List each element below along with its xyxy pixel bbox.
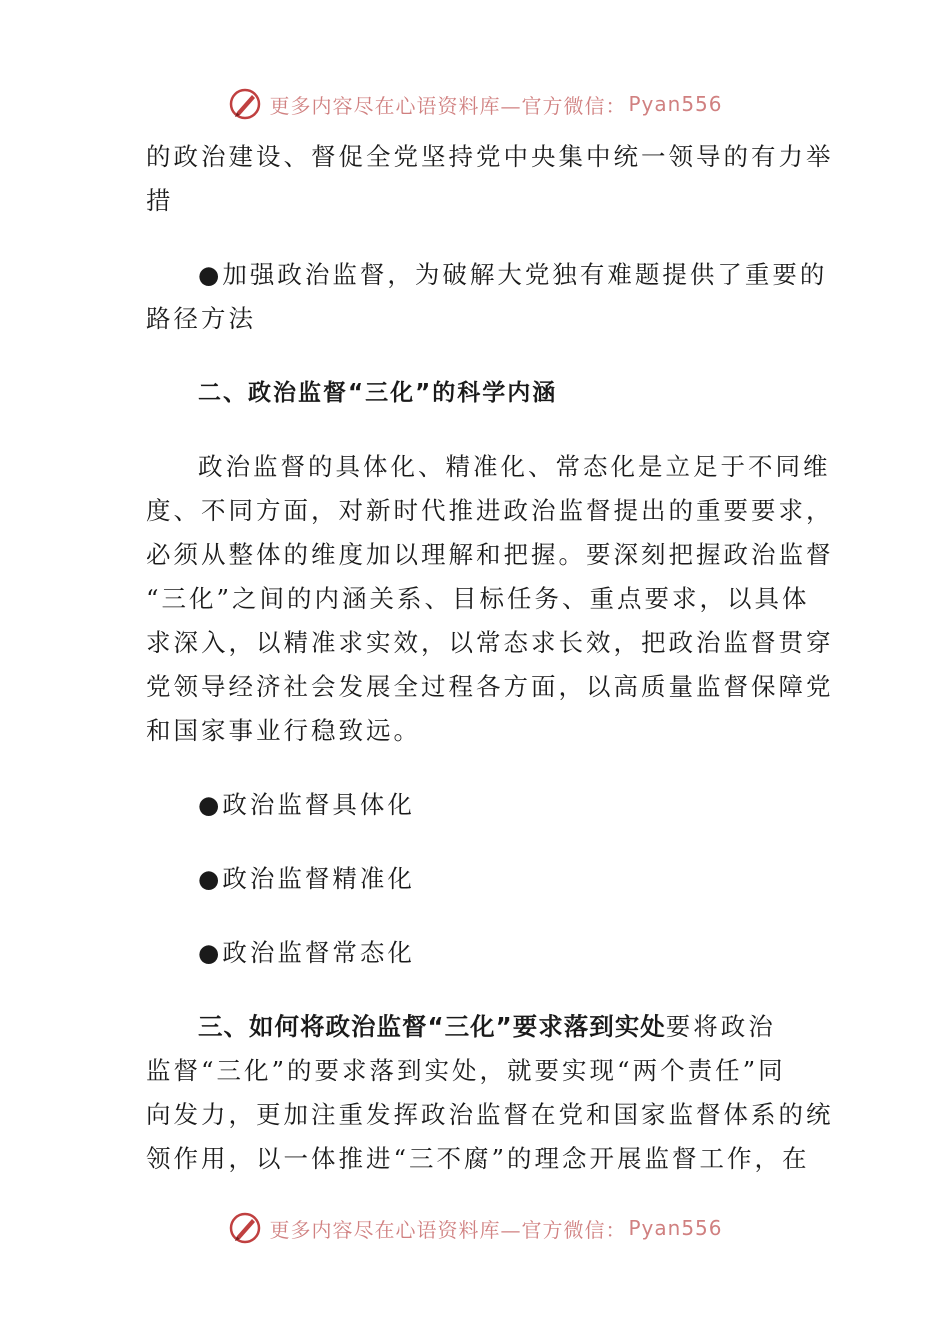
- paragraph-line: 度、不同方面，对新时代推进政治监督提出的重要要求，: [146, 496, 834, 525]
- section-heading-2: 二、政治监督“三化”的科学内涵: [198, 380, 558, 406]
- pen-logo-icon: [227, 1210, 263, 1246]
- banner-text: 更多内容尽在心语资料库—官方微信：: [269, 1217, 627, 1242]
- paragraph-line: 和国家事业行稳致远。: [146, 716, 421, 745]
- section-heading-3-line: [146, 1005, 806, 1049]
- paragraph-line: 求深入，以精准求实效，以常态求长效，把政治监督贯穿: [146, 628, 834, 657]
- bullet-item: ●加强政治监督，为破解大党独有难题提供了重要的: [198, 260, 828, 289]
- banner-text: 更多内容尽在心语资料库—官方微信：: [269, 93, 627, 118]
- banner-wechat-id: Pyan556: [628, 1216, 723, 1240]
- bullet-item: ●政治监督具体化: [198, 790, 415, 819]
- paragraph-line: 必须从整体的维度加以理解和把握。要深刻把握政治监督: [146, 540, 834, 569]
- paragraph-line: 向发力，更加注重发挥政治监督在党和国家监督体系的统: [146, 1100, 834, 1129]
- paragraph-line: 领作用，以一体推进“三不腐”的理念开展监督工作，在: [146, 1144, 810, 1173]
- paragraph-line: “三化”之间的内涵关系、目标任务、重点要求，以具体: [146, 584, 810, 613]
- paragraph-line: 政治监督的具体化、精准化、常态化是立足于不同维: [198, 452, 831, 481]
- footer-watermark-banner: [0, 1206, 950, 1250]
- paragraph-line: 党领导经济社会发展全过程各方面，以高质量监督保障党: [146, 672, 834, 701]
- pen-logo-icon: [227, 86, 263, 122]
- bullet-item-continued: 路径方法: [146, 304, 256, 333]
- text-line: 措: [146, 186, 174, 215]
- banner-wechat-id: Pyan556: [628, 92, 723, 116]
- text-line: 的政治建设、督促全党坚持党中央集中统一领导的有力举: [146, 142, 834, 171]
- bullet-item: ●政治监督精准化: [198, 864, 415, 893]
- section-heading-3: 三、如何将政治监督“三化”要求落到实处: [198, 1012, 666, 1041]
- heading-3-tail: 要将政治: [665, 1012, 776, 1041]
- header-watermark-banner: [0, 82, 950, 126]
- paragraph-line: 监督“三化”的要求落到实处，就要实现“两个责任”同: [146, 1056, 786, 1085]
- document-body: [146, 135, 834, 1181]
- bullet-item: ●政治监督常态化: [198, 938, 415, 967]
